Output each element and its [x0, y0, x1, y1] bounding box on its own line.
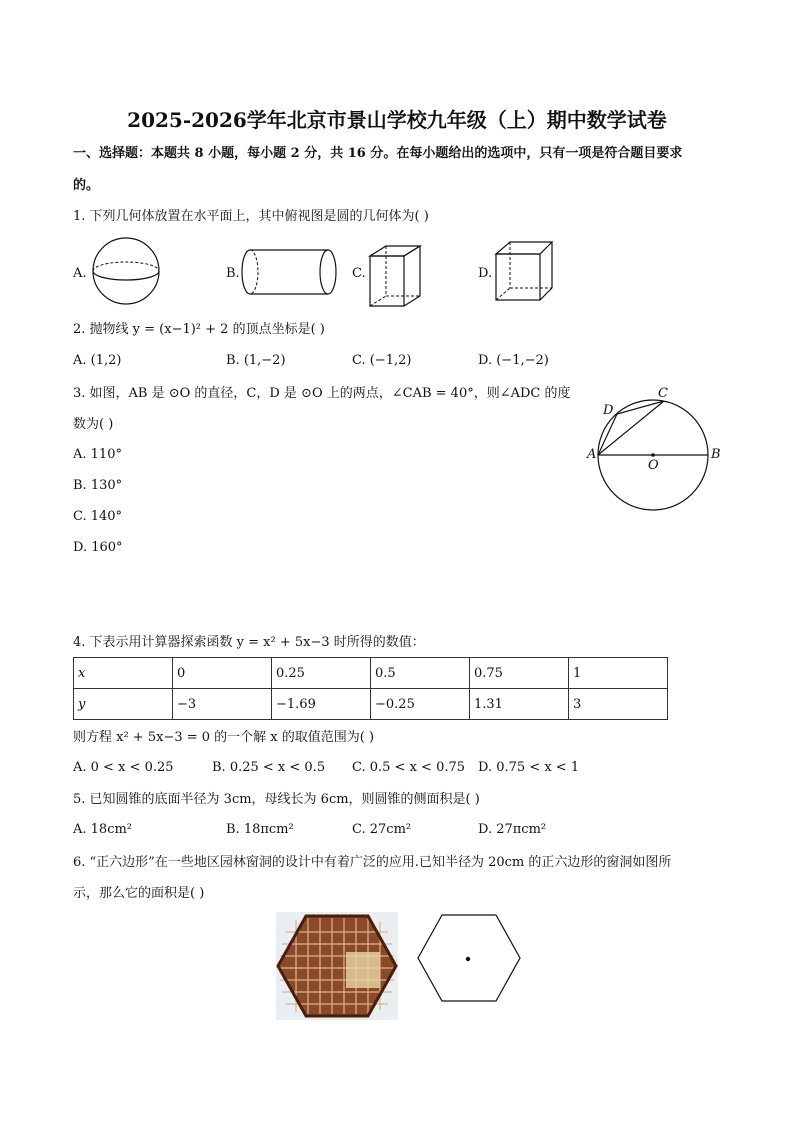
q1-option-c[interactable]: C.	[352, 266, 366, 281]
point-c-label: C	[658, 386, 668, 401]
table-cell: 0	[173, 658, 272, 689]
prism-figure	[366, 234, 426, 308]
q6-stem-line1: 6. “正六边形”在一些地区园林窗洞的设计中有着广泛的应用.已知半径为 20cm 的正六边形的窗洞如图所	[73, 855, 672, 870]
q3-stem-line2: 数为( )	[73, 417, 114, 432]
hexagon-window-photo	[276, 912, 398, 1020]
q3-option-d[interactable]: D. 160°	[73, 540, 123, 555]
table-cell: 3	[569, 689, 668, 720]
table-cell: x	[74, 658, 173, 689]
table-cell: −3	[173, 689, 272, 720]
table-cell: −1.69	[272, 689, 371, 720]
table-row	[74, 689, 668, 720]
point-a-label: A	[587, 447, 597, 462]
q1-option-b[interactable]: B.	[226, 266, 240, 281]
values-table	[73, 657, 668, 720]
q4-option-b[interactable]: B. 0.25 < x < 0.5	[212, 760, 326, 775]
q4-option-c[interactable]: C. 0.5 < x < 0.75	[352, 760, 466, 775]
cube-figure	[492, 238, 556, 304]
section-header-line2: 的。	[73, 178, 100, 193]
table-cell: 0.25	[272, 658, 371, 689]
point-o-label: O	[648, 458, 659, 473]
table-row	[74, 658, 668, 689]
q1-stem: 1. 下列几何体放置在水平面上，其中俯视图是圆的几何体为( )	[73, 209, 429, 224]
table-cell: 0.75	[470, 658, 569, 689]
q4-follow: 则方程 x² + 5x−3 = 0 的一个解 x 的取值范围为( )	[73, 730, 375, 745]
q5-stem: 5. 已知圆锥的底面半径为 3cm，母线长为 6cm，则圆锥的侧面积是( )	[73, 792, 480, 807]
table-cell: 1	[569, 658, 668, 689]
table-cell: −0.25	[371, 689, 470, 720]
table-cell: 0.5	[371, 658, 470, 689]
q2-option-d[interactable]: D. (−1,−2)	[478, 353, 549, 368]
q5-option-d[interactable]: D. 27πcm²	[478, 822, 547, 837]
page-title: 2025-2026学年北京市景山学校九年级（上）期中数学试卷	[127, 108, 667, 132]
sphere-figure	[88, 237, 164, 305]
q1-option-a[interactable]: A.	[73, 266, 87, 281]
section-header-line1: 一、选择题：本题共 8 小题，每小题 2 分，共 16 分。在每小题给出的选项中，只有一项是符合题目要求	[73, 146, 683, 161]
point-b-label: B	[711, 447, 721, 462]
q4-option-a[interactable]: A. 0 < x < 0.25	[73, 760, 174, 775]
table-cell: 1.31	[470, 689, 569, 720]
q3-option-a[interactable]: A. 110°	[73, 447, 122, 462]
q2-option-c[interactable]: C. (−1,2)	[352, 353, 412, 368]
q3-option-c[interactable]: C. 140°	[73, 509, 123, 524]
q1-option-d[interactable]: D.	[478, 266, 493, 281]
q2-option-a[interactable]: A. (1,2)	[73, 353, 122, 368]
cylinder-figure	[240, 248, 340, 298]
hexagon-diagram	[414, 912, 524, 1004]
q6-stem-line2: 示，那么它的面积是( )	[73, 886, 205, 901]
q3-stem-line1: 3. 如图，AB 是 ⊙O 的直径，C，D 是 ⊙O 上的两点，∠CAB = 40°，则∠ADC 的度	[73, 386, 571, 401]
table-cell: y	[74, 689, 173, 720]
q3-option-b[interactable]: B. 130°	[73, 478, 123, 493]
q5-option-b[interactable]: B. 18πcm²	[226, 822, 294, 837]
q2-stem: 2. 抛物线 y = (x−1)² + 2 的顶点坐标是( )	[73, 322, 325, 337]
q2-option-b[interactable]: B. (1,−2)	[226, 353, 286, 368]
point-d-label: D	[603, 403, 614, 418]
q5-option-a[interactable]: A. 18cm²	[73, 822, 133, 837]
q5-option-c[interactable]: C. 27cm²	[352, 822, 412, 837]
q4-stem: 4. 下表示用计算器探索函数 y = x² + 5x−3 时所得的数值：	[73, 635, 425, 650]
q4-option-d[interactable]: D. 0.75 < x < 1	[478, 760, 580, 775]
